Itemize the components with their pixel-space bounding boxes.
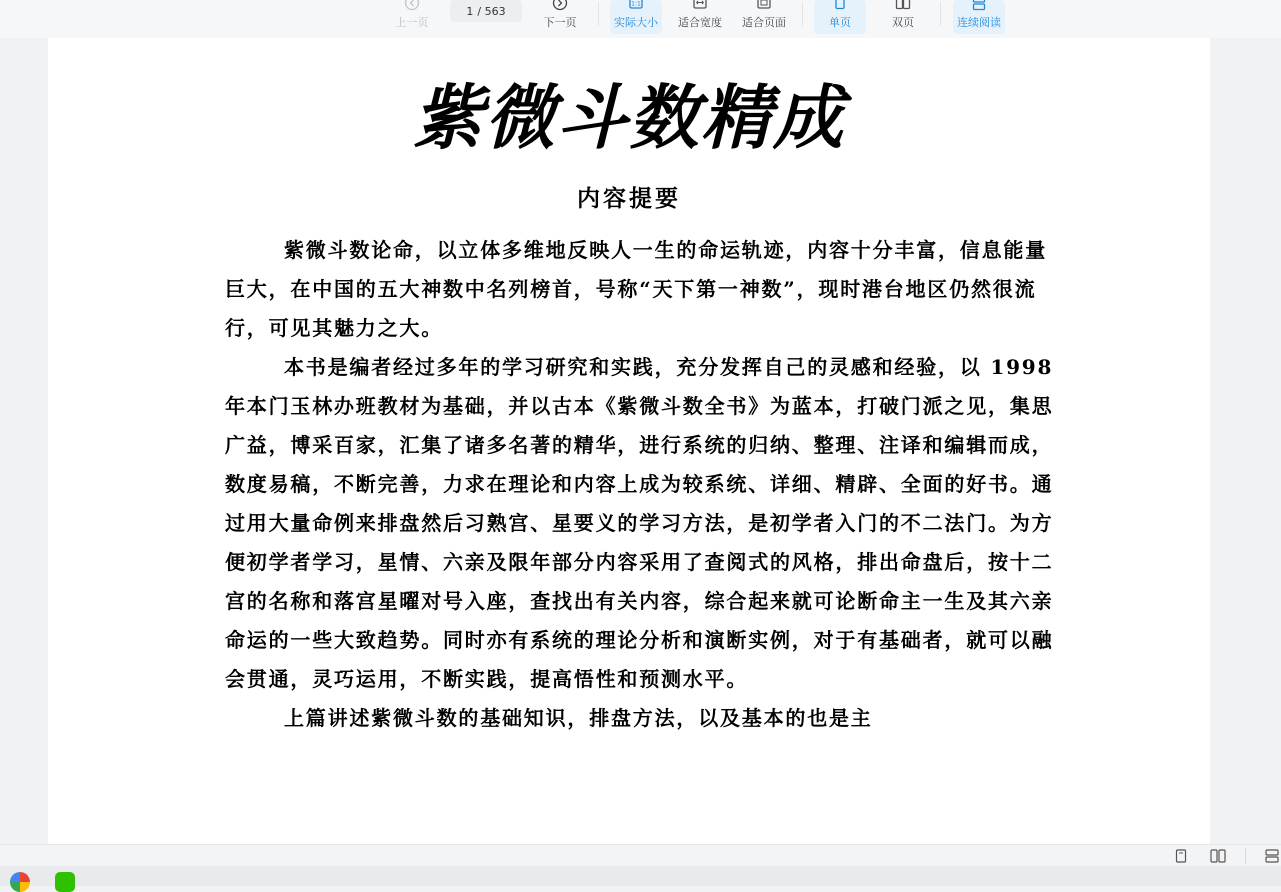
- continuous-read-button[interactable]: [953, 0, 1005, 34]
- continuous-read-icon: [971, 0, 987, 11]
- fit-page-label: 适合页面: [742, 16, 786, 29]
- document-body: [225, 231, 1055, 738]
- actual-size-icon: [628, 0, 644, 11]
- single-page-button[interactable]: [814, 0, 866, 34]
- wechat-app-icon[interactable]: [55, 872, 75, 892]
- single-page-label: 单页: [829, 16, 851, 29]
- continuous-read-label: 连续阅读: [957, 16, 1001, 29]
- total-pages: / 563: [477, 4, 506, 18]
- next-page-button[interactable]: [540, 0, 580, 34]
- fit-page-button[interactable]: [738, 0, 790, 34]
- fit-width-label: 适合宽度: [678, 16, 722, 29]
- double-page-button[interactable]: [880, 0, 926, 34]
- paragraph: 上篇讲述紫微斗数的基础知识，排盘方法，以及基本的也是主: [284, 706, 873, 730]
- next-page-label: 下一页: [543, 16, 577, 29]
- chevron-left-icon: [404, 0, 420, 11]
- document-subtitle: 内容提要: [577, 185, 681, 212]
- page-indicator: [450, 0, 522, 22]
- prev-page-button[interactable]: [392, 0, 432, 34]
- viewer-toolbar: [0, 0, 1281, 38]
- actual-size-button[interactable]: [610, 0, 662, 34]
- paragraph: 本书是编者经过多年的学习研究和实践，充分发挥自己的灵感和经验，以 1998 年本门玉林办班教材为基础，并以古本《紫微斗数全书》为蓝本，打破门派之见，集思广益，博采百家，汇集了诸多名著的精华，进行系统的归纳、整理、注译和编辑而成，数度易稿，不断完善，力求在理论和内容上成为较系统、详细、精辟、全面的好书。通过用大量命例来排盘然后习熟宫、星要义的学习方法，是初学者入门的不二法门。为方便初学者学习，星情、六亲及限年部分内容采用了查阅式的风格，排出命盘后，按十二宫的名称和落宫星曜对号入座，查找出有关内容，综合起来就可论断命主一生及其六亲命运的一些大致趋势。同时亦有系统的理论分析和演断实例，对于有基础者，就可以融会贯通，灵巧运用，不断实践，提高悟性和预测水平。: [225, 355, 1054, 691]
- fit-page-icon: [756, 0, 772, 11]
- scroll-view-icon[interactable]: [1264, 848, 1280, 864]
- browser-app-icon[interactable]: [10, 872, 30, 892]
- single-page-icon: [832, 0, 848, 11]
- svg-text:1:1: 1:1: [631, 0, 641, 7]
- document-title: 紫微斗数精成: [413, 76, 845, 159]
- document-page: [48, 38, 1210, 844]
- double-page-label: 双页: [892, 16, 914, 29]
- double-view-icon[interactable]: [1210, 848, 1226, 864]
- paragraph: 紫微斗数论命，以立体多维地反映人一生的命运轨迹，内容十分丰富，信息能量巨大，在中国的五大神数中名列榜首，号称“天下第一神数”，现时港台地区仍然很流行，可见其魅力之大。: [225, 238, 1047, 340]
- double-page-icon: [895, 0, 911, 11]
- chevron-right-icon: [552, 0, 568, 11]
- prev-page-label: 上一页: [395, 16, 429, 29]
- fit-width-icon: [692, 0, 708, 11]
- current-page-input[interactable]: 1: [466, 4, 474, 18]
- taskbar: [0, 866, 1281, 886]
- single-view-icon[interactable]: [1173, 848, 1189, 864]
- actual-size-label: 实际大小: [614, 16, 658, 29]
- bottom-bar: [0, 844, 1281, 867]
- fit-width-button[interactable]: [674, 0, 726, 34]
